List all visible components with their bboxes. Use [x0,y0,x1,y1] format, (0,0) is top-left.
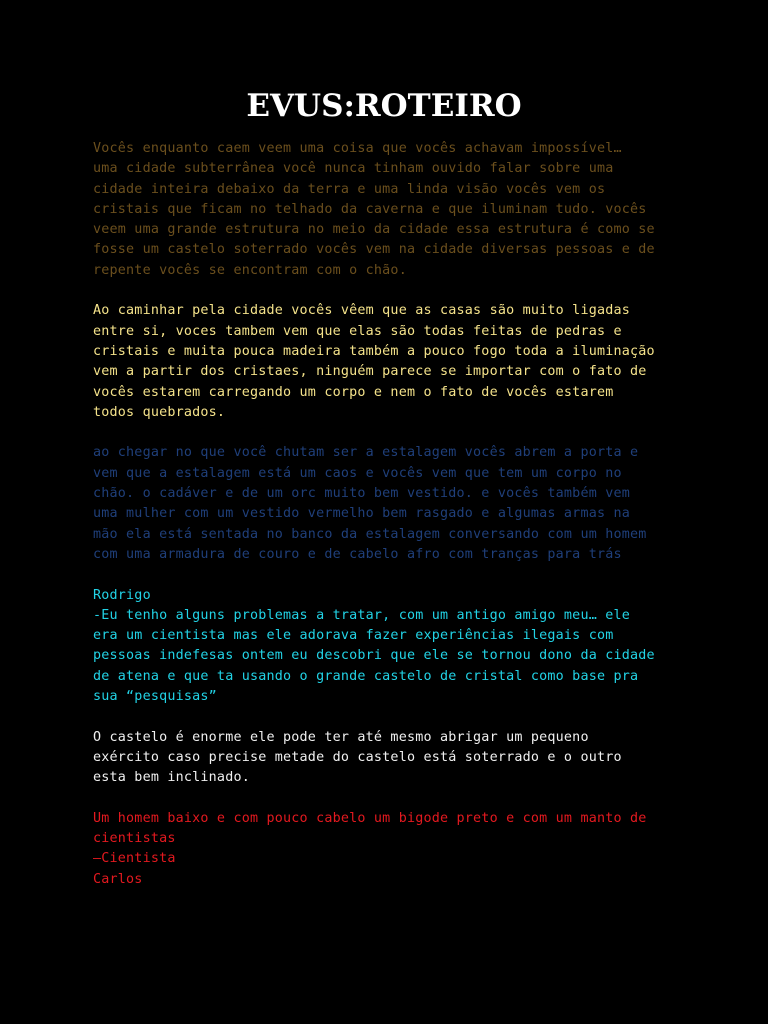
paragraph-city-walk [93,301,683,423]
text-line: -Eu tenho alguns problemas a tratar, com um antigo amigo meu… ele [93,607,631,623]
text-line: era um cientista mas ele adorava fazer experiências ilegais com [93,628,614,644]
text-line: vocês estarem carregando um corpo e nem o fato de vocês estarem [93,384,614,400]
text-line: uma cidade subterrânea você nunca tinham ouvido falar sobre uma [93,161,614,177]
text-line: uma mulher com um vestido vermelho bem rasgado e algumas armas na [93,506,631,522]
page-title: EVUS:ROTEIRO [246,88,522,124]
text-line: —Cientista [93,851,176,867]
text-line: Um homem baixo e com pouco cabelo um bigode preto e com um manto de [93,810,647,826]
text-line: mão ela está sentada no banco da estalagem conversando com um homem [93,526,647,542]
paragraph-scientist-description [93,809,683,890]
text-line: pessoas indefesas ontem eu descobri que ele se tornou dono da cidade [93,648,655,664]
paragraph-castle-description [93,728,683,789]
paragraph-arrival-description [93,139,683,281]
text-line: cientistas [93,831,176,847]
paragraph-rodrigo-dialogue [93,586,683,708]
text-line: fosse um castelo soterrado vocês vem na cidade diversas pessoas e de [93,242,655,258]
text-line: entre si, voces tambem vem que elas são todas feitas de pedras e [93,323,622,339]
text-line: repente vocês se encontram com o chão. [93,262,407,278]
text-line: ao chegar no que você chutam ser a estalagem vocês abrem a porta e [93,445,639,461]
text-line: todos quebrados. [93,404,226,420]
paragraph-inn-scene [93,443,683,565]
speaker-name: Rodrigo [93,587,151,603]
text-line: exército caso precise metade do castelo está soterrado e o outro [93,749,622,765]
text-line: sua “pesquisas” [93,689,217,705]
text-line: cidade inteira debaixo da terra e uma linda visão vocês vem os [93,181,606,197]
text-line: chão. o cadáver e de um orc muito bem vestido. e vocês também vem [93,486,631,502]
text-line: esta bem inclinado. [93,770,250,786]
text-line: cristais e muita pouca madeira também a pouco fogo toda a iluminação [93,343,655,359]
text-line: com uma armadura de couro e de cabelo afro com tranças para trás [93,546,622,562]
text-line: vem a partir dos cristaes, ninguém parece se importar com o fato de [93,364,647,380]
document-body [93,139,683,910]
text-line: veem uma grande estrutura no meio da cidade essa estrutura é como se [93,222,655,238]
text-line: de atena e que ta usando o grande castelo de cristal como base pra [93,668,639,684]
speaker-name: Carlos [93,871,143,887]
text-line: vem que a estalagem está um caos e vocês vem que tem um corpo no [93,465,622,481]
text-line: Vocês enquanto caem veem uma coisa que vocês achavam impossível… [93,141,622,156]
text-line: cristais que ficam no telhado da caverna e que iluminam tudo. vocês [93,201,647,217]
text-line: Ao caminhar pela cidade vocês vêem que as casas são muito ligadas [93,303,631,319]
text-line: O castelo é enorme ele pode ter até mesmo abrigar um pequeno [93,729,589,745]
